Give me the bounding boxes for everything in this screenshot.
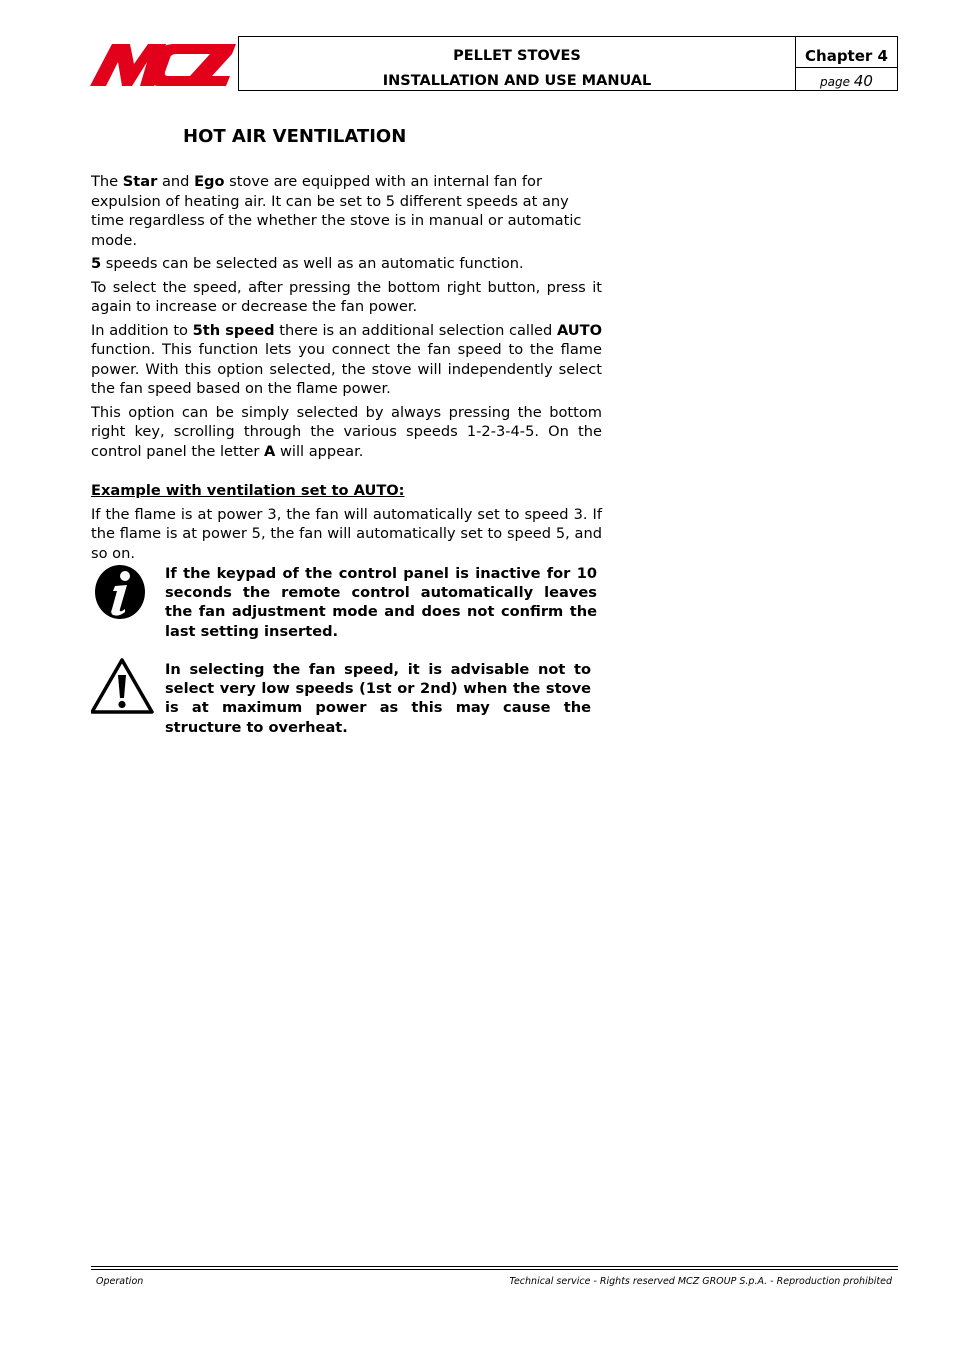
header-line-2: INSTALLATION AND USE MANUAL [382, 73, 652, 89]
info-icon [91, 562, 147, 622]
header-title-box [238, 36, 796, 91]
footer-rule [91, 1269, 898, 1270]
text-run: In addition to [91, 321, 193, 339]
body-content [91, 172, 602, 567]
text-run: function. This function lets you connect the fan speed to the flame power. With this option selected, the stove will independently select the fan speed based on the flame power. [91, 341, 602, 397]
text-run: will appear. [275, 442, 364, 460]
example-heading: Example with ventilation set to AUTO: [91, 482, 405, 499]
fifth-speed-label: 5th speed [192, 321, 275, 339]
warning-icon [91, 656, 155, 716]
text-run: stove are equipped with an internal fan for expulsion of heating air. It can be set to 5 different speeds at any time regardless of the whether the stove is in manual or automatic mode. [91, 173, 582, 249]
info-note-text: If the keypad of the control panel is inactive for 10 seconds the remote control automatically leaves the fan adjustment mode and does not confirm the last setting inserted. [165, 565, 597, 640]
paragraph-select-speed: To select the speed, after pressing the bottom right button, press it again to increase or decrease the fan power. [91, 278, 602, 315]
footer-copyright: Technical service - Rights reserved MCZ GROUP S.p.A. - Reproduction prohibited [509, 1276, 892, 1287]
text-run: The [91, 173, 123, 190]
mcz-logo [90, 42, 236, 88]
text-run: speeds can be selected as well as an automatic function. [101, 255, 524, 272]
chapter-label: Chapter 4 [796, 37, 897, 68]
footer-section: Operation [96, 1276, 144, 1287]
section-title: HOT AIR VENTILATION [183, 126, 407, 147]
paragraph-example: If the flame is at power 3, the fan will automatically set to speed 3. If the flame is at power 5, the fan will automatically set to speed 5, and so on. [91, 505, 602, 562]
model-ego: Ego [194, 173, 225, 190]
paragraph-intro [91, 172, 602, 250]
page-label: page [820, 75, 851, 89]
letter-a: A [264, 442, 276, 460]
paragraph-auto [91, 321, 602, 399]
header-line-1: PELLET STOVES [453, 48, 581, 64]
paragraph-speeds [91, 254, 602, 274]
text-run: and [157, 173, 195, 190]
paragraph-option [91, 403, 602, 462]
page-indicator [796, 68, 897, 91]
footer-rule [91, 1266, 898, 1267]
page-number: 40 [853, 72, 873, 90]
text-run: there is an additional selection called [274, 321, 557, 339]
model-star: Star [122, 173, 158, 190]
chapter-box [795, 36, 898, 91]
auto-label: AUTO [556, 321, 602, 339]
speed-count: 5 [91, 255, 102, 272]
text-run: This option can be simply selected by always pressing the bottom right key, scrolling through the various speeds 1-2-3-4-5. On the control panel the letter [91, 403, 602, 460]
warning-note-text: In selecting the fan speed, it is advisable not to select very low speeds (1st or 2nd) when the stove is at maximum power as this may cause the structure to overheat. [165, 661, 591, 736]
